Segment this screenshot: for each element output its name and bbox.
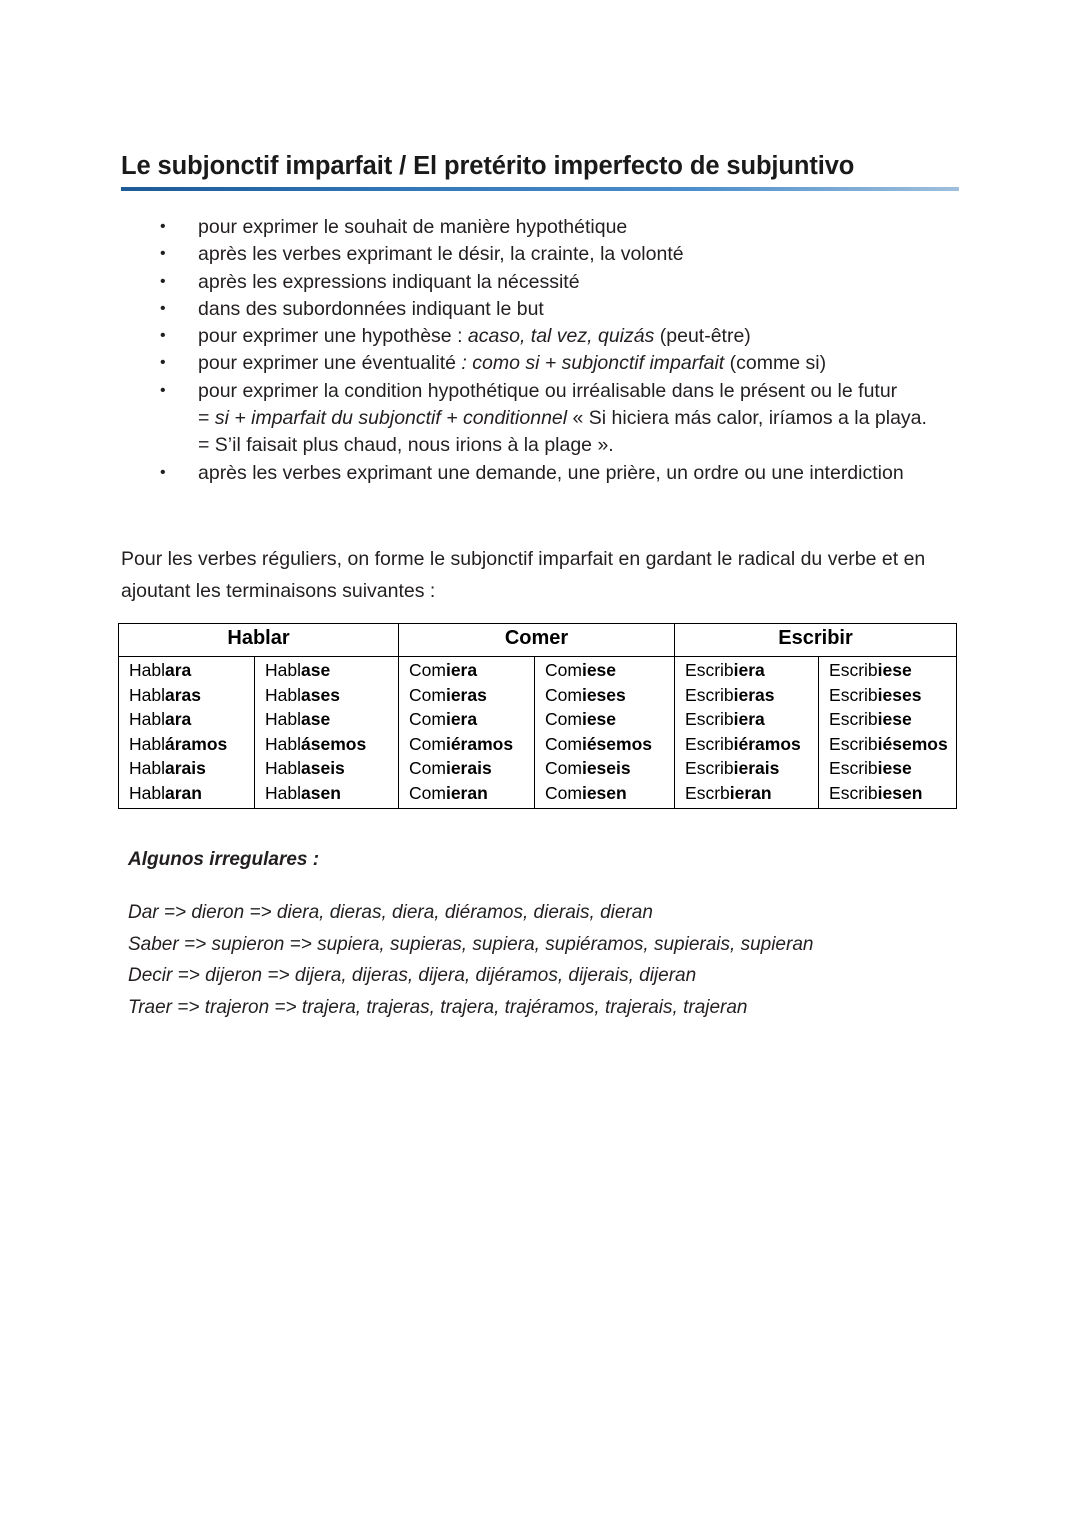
usage-bullet-item	[121, 269, 981, 296]
verb-ending: iese	[877, 660, 912, 680]
title-underline-rule	[121, 187, 959, 191]
bullet-italic-term: acaso, tal vez, quizás	[467, 325, 655, 348]
table-cell-conjugation: Escribiéramos	[675, 732, 819, 757]
verb-ending: ieses	[877, 684, 922, 705]
usage-bullet-item	[121, 323, 981, 350]
verb-ending: iese	[877, 709, 912, 730]
table-cell-conjugation: Comierais	[399, 756, 535, 781]
table-cell-conjugation: Hablases	[255, 683, 399, 708]
bullet-italic-term: si + imparfait du subjonctif + conditionnel	[214, 407, 568, 430]
verb-ending: iera	[445, 709, 478, 730]
irregular-verb-line: Traer => trajeron => trajera, trajeras, trajera, trajéramos, trajerais, trajeran	[128, 996, 748, 1018]
table-row	[119, 732, 957, 757]
table-row	[119, 657, 957, 683]
verb-ending: asen	[301, 782, 341, 803]
table-cell-conjugation: Comieran	[399, 781, 535, 808]
usage-bullet-item	[121, 460, 981, 487]
table-cell-conjugation: Hablase	[255, 657, 399, 683]
verb-ending: ierais	[445, 758, 492, 779]
verb-ending: iesen	[877, 782, 923, 803]
irregular-verb-line: Dar => dieron => diera, dieras, diera, diéramos, dierais, dieran	[128, 902, 653, 923]
verb-ending: áramos	[165, 733, 228, 754]
table-cell-conjugation: Comiesen	[535, 781, 675, 808]
table-cell-conjugation: Escribiese	[819, 657, 957, 683]
table-cell-conjugation: Hablaseis	[255, 756, 399, 781]
table-cell-conjugation: Comiera	[399, 707, 535, 732]
table-cell-conjugation: Escribierais	[675, 756, 819, 781]
table-cell-conjugation: Hablásemos	[255, 732, 399, 757]
table-cell-conjugation: Comiéramos	[399, 732, 535, 757]
conjugation-table	[118, 623, 957, 809]
table-cell-conjugation: Comieras	[399, 683, 535, 708]
table-cell-conjugation: Comiera	[399, 657, 535, 683]
table-cell-conjugation: Comieseis	[535, 756, 675, 781]
verb-ending: iera	[733, 660, 765, 680]
bullet-text: après les verbes exprimant une demande, une prière, un ordre ou une interdiction	[198, 461, 904, 484]
verb-ending: aseis	[301, 758, 345, 779]
verb-ending: ieras	[733, 684, 775, 705]
usage-bullet-item	[121, 378, 981, 460]
usage-bullet-item	[121, 241, 981, 268]
verb-ending: iésemos	[877, 733, 948, 754]
table-row	[119, 683, 957, 708]
verb-ending: ase	[301, 660, 331, 680]
irregular-verb-line: Saber => supieron => supiera, supieras, supiera, supiéramos, supierais, supieran	[128, 933, 814, 955]
table-cell-conjugation: Hablara	[119, 657, 255, 683]
table-cell-conjugation: Escribiese	[819, 756, 957, 781]
usage-bullet-item	[121, 296, 981, 323]
table-row	[119, 707, 957, 732]
table-header-row	[119, 624, 957, 657]
verb-ending: ásemos	[301, 733, 367, 754]
verb-ending: ieses	[581, 684, 626, 705]
bullet-text: pour exprimer une hypothèse : acaso, tal vez, quizás (peut-être)	[198, 325, 751, 348]
table-cell-conjugation: Escrbieran	[675, 781, 819, 808]
bullet-continuation-line: = S’il faisait plus chaud, nous irions à la plage ».	[198, 434, 614, 457]
bullet-text: pour exprimer la condition hypothétique ou irréalisable dans le présent ou le futur	[198, 379, 898, 402]
usage-bullet-list	[121, 214, 981, 487]
irregular-verb-line: Decir => dijeron => dijera, dijeras, dijera, dijéramos, dijerais, dijeran	[128, 965, 697, 986]
bullet-text: après les verbes exprimant le désir, la crainte, la volonté	[198, 243, 684, 266]
table-row	[119, 781, 957, 808]
verb-ending: ieseis	[581, 758, 631, 779]
page-title: Le subjonctif imparfait / El pretérito imperfecto de subjuntivo	[121, 152, 855, 180]
table-cell-conjugation: Hablase	[255, 707, 399, 732]
table-column-header: Escribir	[675, 624, 957, 657]
verb-ending: ara	[165, 660, 192, 680]
verb-ending: ieras	[445, 684, 487, 705]
bullet-text: pour exprimer une éventualité : como si + subjonctif imparfait (comme si)	[198, 352, 827, 375]
table-cell-conjugation: Escribiésemos	[819, 732, 957, 757]
table-cell-conjugation: Hablarais	[119, 756, 255, 781]
table-row	[119, 756, 957, 781]
usage-bullet-item	[121, 214, 981, 241]
verb-ending: arais	[165, 758, 206, 779]
table-cell-conjugation: Escribiera	[675, 657, 819, 683]
verb-ending: aran	[165, 782, 202, 803]
table-cell-conjugation: Hablaras	[119, 683, 255, 708]
verb-ending: ierais	[733, 758, 780, 779]
table-cell-conjugation: Hablara	[119, 707, 255, 732]
table-cell-conjugation: Escribiera	[675, 707, 819, 732]
irregulars-list	[128, 897, 968, 1023]
verb-ending: iese	[877, 758, 912, 779]
intro-paragraph: Pour les verbes réguliers, on forme le subjonctif imparfait en gardant le radical du verbe et en ajoutant les terminaisons suivantes :	[121, 548, 926, 602]
bullet-continuation-line: = si + imparfait du subjonctif + conditionnel « Si hiciera más calor, iríamos a la playa.	[198, 407, 927, 430]
verb-ending: iese	[581, 660, 617, 680]
table-cell-conjugation: Escribieses	[819, 683, 957, 708]
table-cell-conjugation: Escribiese	[819, 707, 957, 732]
usage-bullet-item	[121, 350, 981, 377]
table-column-header: Comer	[399, 624, 675, 657]
table-cell-conjugation: Habláramos	[119, 732, 255, 757]
bullet-text: dans des subordonnées indiquant le but	[198, 297, 544, 320]
bullet-italic-term: : como si + subjonctif imparfait	[456, 352, 725, 375]
verb-ending: iésemos	[581, 733, 652, 754]
bullet-text: après les expressions indiquant la nécessité	[198, 270, 580, 293]
table-cell-conjugation: Escribiesen	[819, 781, 957, 808]
table-cell-conjugation: Comiese	[535, 657, 675, 683]
irregulars-heading: Algunos irregulares :	[128, 849, 320, 870]
table-cell-conjugation: Comieses	[535, 683, 675, 708]
verb-ending: iera	[733, 709, 765, 730]
table-body	[119, 657, 957, 809]
verb-ending: iéramos	[733, 733, 801, 754]
verb-ending: ieran	[445, 782, 488, 803]
verb-ending: ase	[301, 709, 331, 730]
table-cell-conjugation: Comiésemos	[535, 732, 675, 757]
verb-ending: aras	[165, 684, 202, 705]
table-cell-conjugation: Hablaran	[119, 781, 255, 808]
verb-ending: ieran	[729, 782, 772, 803]
verb-ending: ases	[301, 684, 340, 705]
table-cell-conjugation: Comiese	[535, 707, 675, 732]
title-block	[121, 152, 959, 191]
bullet-text: pour exprimer le souhait de manière hypothétique	[198, 216, 628, 238]
verb-ending: iese	[581, 709, 617, 730]
verb-ending: iéramos	[445, 733, 514, 754]
table-cell-conjugation: Escribieras	[675, 683, 819, 708]
table-cell-conjugation: Hablasen	[255, 781, 399, 808]
verb-ending: iera	[445, 660, 478, 680]
verb-ending: iesen	[581, 782, 627, 803]
verb-ending: ara	[165, 709, 192, 730]
table-column-header: Hablar	[119, 624, 399, 657]
